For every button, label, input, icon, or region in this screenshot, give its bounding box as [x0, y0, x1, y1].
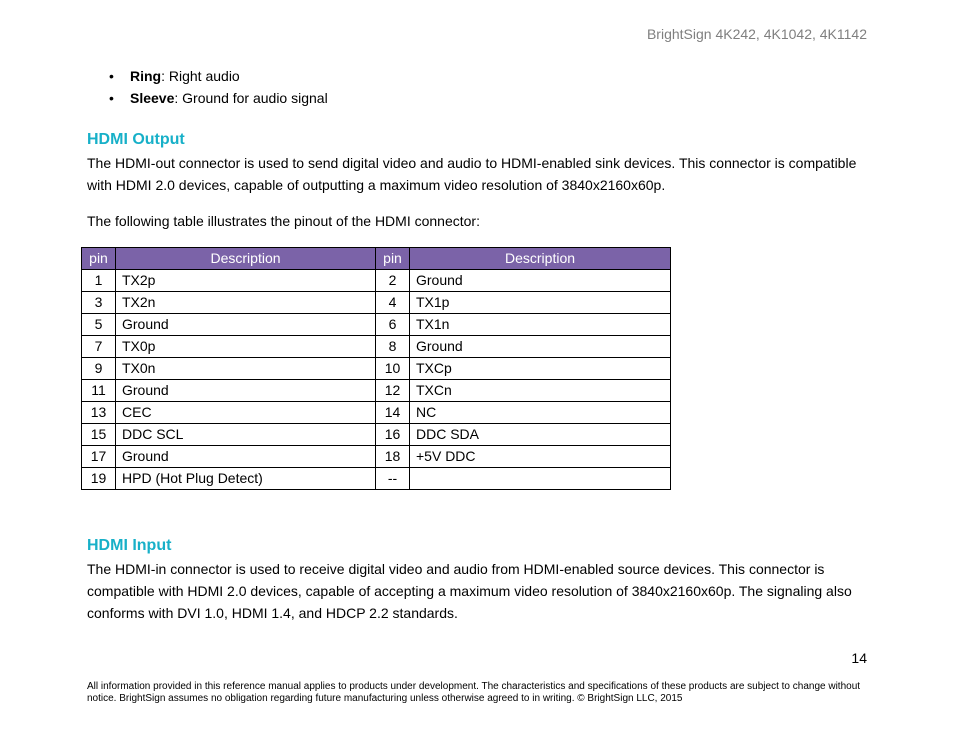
pin-cell: 17 — [82, 446, 116, 468]
header-pin: pin — [376, 248, 410, 270]
pin-cell: 6 — [376, 314, 410, 336]
pin-cell: 4 — [376, 292, 410, 314]
description-cell: TX1n — [410, 314, 671, 336]
pin-cell: 15 — [82, 424, 116, 446]
pin-cell: 9 — [82, 358, 116, 380]
description-cell: HPD (Hot Plug Detect) — [116, 468, 376, 490]
pin-cell: -- — [376, 468, 410, 490]
table-row — [82, 292, 671, 314]
bullet-term: Ring — [130, 68, 162, 84]
hdmi-input-heading: HDMI Input — [87, 537, 172, 554]
pin-cell: 5 — [82, 314, 116, 336]
description-cell: +5V DDC — [410, 446, 671, 468]
bullet-text: : Ground for audio signal — [174, 90, 328, 106]
description-cell: TX2n — [116, 292, 376, 314]
pin-cell: 7 — [82, 336, 116, 358]
footer-disclaimer: All information provided in this reference manual applies to products under development. The characteristics and specifications of these products are subject to change without notice. BrightSign assumes no obligation regarding future manufacturing unless otherwise agreed to in writing. © BrightSign LLC, 2015 — [87, 681, 861, 704]
table-row — [82, 380, 671, 402]
header-description: Description — [116, 248, 376, 270]
bullet-text: : Right audio — [161, 68, 240, 84]
description-cell: TX0p — [116, 336, 376, 358]
description-cell: TX1p — [410, 292, 671, 314]
description-cell: NC — [410, 402, 671, 424]
header-pin: pin — [82, 248, 116, 270]
hdmi-pinout-table — [81, 247, 671, 490]
pin-cell: 8 — [376, 336, 410, 358]
table-row — [82, 446, 671, 468]
page-number: 14 — [851, 650, 867, 666]
description-cell: TXCp — [410, 358, 671, 380]
description-cell: Ground — [410, 270, 671, 292]
description-cell: TX2p — [116, 270, 376, 292]
table-row — [82, 270, 671, 292]
table-row — [82, 358, 671, 380]
table-row — [82, 314, 671, 336]
bullet-item-ring — [109, 66, 328, 88]
description-cell: DDC SDA — [410, 424, 671, 446]
table-row — [82, 336, 671, 358]
description-cell: Ground — [116, 380, 376, 402]
description-cell: DDC SCL — [116, 424, 376, 446]
pin-cell: 12 — [376, 380, 410, 402]
hdmi-input-paragraph: The HDMI-in connector is used to receive digital video and audio from HDMI-enabled source devices. This connector is compatible with HDMI 2.0 devices, capable of accepting a maximum video resolution of 3840x2160x60p. The signaling also conforms with DVI 1.0, HDMI 1.4, and HDCP 2.2 standards. — [87, 561, 852, 621]
pin-cell: 14 — [376, 402, 410, 424]
pin-cell: 13 — [82, 402, 116, 424]
description-cell: TXCn — [410, 380, 671, 402]
hdmi-output-heading: HDMI Output — [87, 131, 185, 148]
pin-cell: 3 — [82, 292, 116, 314]
table-intro: The following table illustrates the pinout of the HDMI connector: — [87, 213, 480, 229]
pin-cell: 2 — [376, 270, 410, 292]
description-cell: CEC — [116, 402, 376, 424]
hdmi-output-paragraph: The HDMI-out connector is used to send digital video and audio to HDMI-enabled sink devices. This connector is compatible with HDMI 2.0 devices, capable of outputting a maximum video resolution of 3840x2160x60p. — [87, 155, 857, 193]
bullet-term: Sleeve — [130, 90, 175, 106]
pin-cell: 10 — [376, 358, 410, 380]
table-row — [82, 468, 671, 490]
description-cell: TX0n — [116, 358, 376, 380]
pin-cell: 11 — [82, 380, 116, 402]
pin-cell: 16 — [376, 424, 410, 446]
pin-cell: 1 — [82, 270, 116, 292]
bullet-item-sleeve — [109, 88, 328, 110]
table-row — [82, 402, 671, 424]
pin-cell: 18 — [376, 446, 410, 468]
description-cell: Ground — [410, 336, 671, 358]
bullet-list — [109, 66, 328, 110]
description-cell — [410, 468, 671, 490]
description-cell: Ground — [116, 446, 376, 468]
running-header: BrightSign 4K242, 4K1042, 4K1142 — [646, 26, 867, 42]
header-description: Description — [410, 248, 671, 270]
table-header-row — [82, 248, 671, 270]
pin-cell: 19 — [82, 468, 116, 490]
table-row — [82, 424, 671, 446]
description-cell: Ground — [116, 314, 376, 336]
